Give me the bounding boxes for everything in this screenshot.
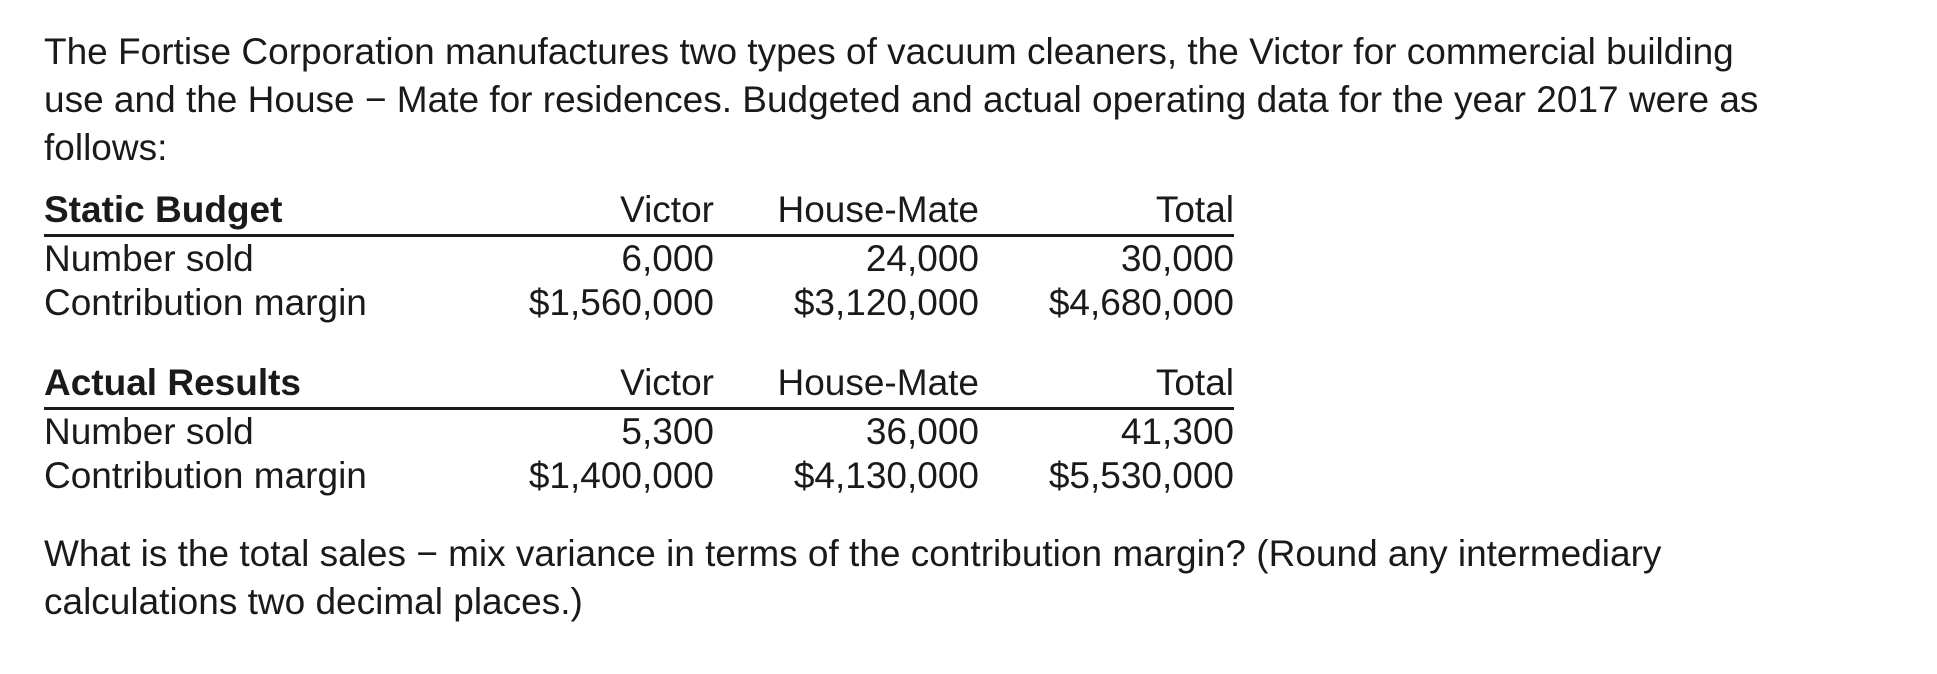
table-title: Actual Results [44, 361, 464, 409]
cell-house-mate: 24,000 [865, 238, 979, 279]
cell-total: $4,680,000 [1048, 282, 1234, 323]
static-budget-table [44, 188, 1234, 325]
column-header-victor: Victor [464, 361, 714, 409]
cell-house-mate: $3,120,000 [793, 282, 979, 323]
intro-line-3: follows: [44, 127, 168, 168]
column-header-total: Total [979, 361, 1234, 409]
column-header-victor: Victor [464, 188, 714, 236]
table-header-row [44, 188, 1234, 236]
row-label: Number sold [44, 238, 254, 279]
row-label: Contribution margin [44, 282, 367, 323]
column-header-house-mate: House-Mate [714, 361, 979, 409]
cell-victor: 6,000 [621, 238, 714, 279]
question-line-1: What is the total sales − mix variance in terms of the contribution margin? (Round any intermediary [44, 533, 1662, 574]
question-paragraph [44, 530, 1904, 626]
cell-total: 30,000 [1120, 238, 1234, 279]
table-row [44, 409, 1234, 455]
table-header-row [44, 361, 1234, 409]
cell-victor: $1,560,000 [528, 282, 714, 323]
column-header-total: Total [979, 188, 1234, 236]
actual-results-table [44, 361, 1234, 498]
problem-document [44, 28, 1904, 626]
table-title: Static Budget [44, 188, 464, 236]
intro-paragraph [44, 28, 1904, 172]
cell-house-mate: 36,000 [865, 411, 979, 452]
intro-line-2: use and the House − Mate for residences. Budgeted and actual operating data for the year 2017 were as [44, 79, 1759, 120]
row-label: Number sold [44, 411, 254, 452]
cell-total: 41,300 [1120, 411, 1234, 452]
table-row [44, 281, 1234, 325]
intro-line-1: The Fortise Corporation manufactures two types of vacuum cleaners, the Victor for commercial building [44, 31, 1734, 72]
column-header-house-mate: House-Mate [714, 188, 979, 236]
table-row [44, 236, 1234, 282]
table-row [44, 454, 1234, 498]
cell-house-mate: $4,130,000 [793, 455, 979, 496]
cell-victor: $1,400,000 [528, 455, 714, 496]
question-line-2: calculations two decimal places.) [44, 581, 583, 622]
cell-total: $5,530,000 [1048, 455, 1234, 496]
row-label: Contribution margin [44, 455, 367, 496]
cell-victor: 5,300 [621, 411, 714, 452]
